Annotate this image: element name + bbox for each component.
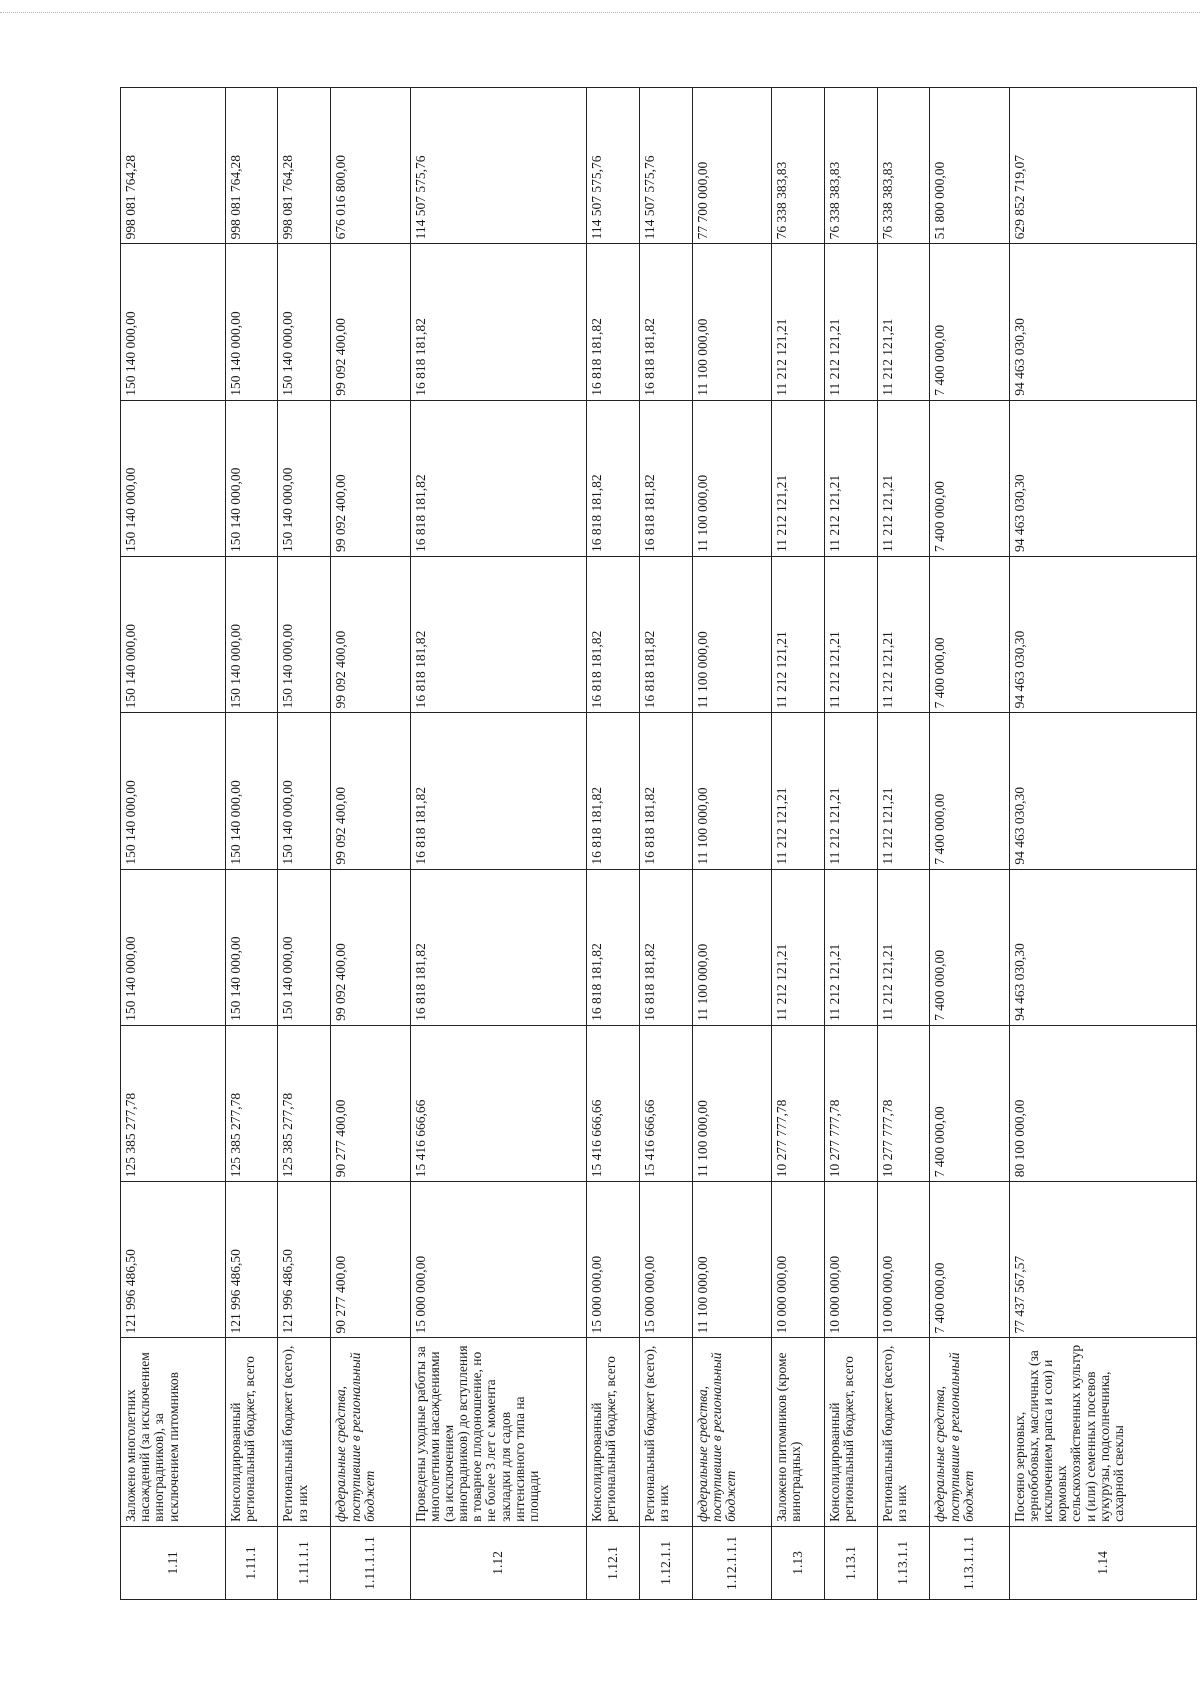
- row-value-cell: 150 140 000,00: [121, 244, 226, 400]
- row-value-cell: 150 140 000,00: [121, 713, 226, 869]
- row-value-cell: 11 100 000,00: [692, 869, 771, 1025]
- row-code-cell: 1.13.1: [824, 1526, 877, 1599]
- row-total-cell: 998 081 764,28: [278, 88, 331, 244]
- row-value-cell: 10 000 000,00: [824, 1182, 877, 1338]
- row-value-cell: 11 100 000,00: [692, 713, 771, 869]
- row-value-cell: 15 000 000,00: [586, 1182, 639, 1338]
- row-value-cell: 16 818 181,82: [410, 713, 586, 869]
- row-value-cell: 11 212 121,21: [771, 400, 824, 556]
- row-value-cell: 16 818 181,82: [410, 400, 586, 556]
- row-value-cell: 150 140 000,00: [225, 713, 278, 869]
- row-value-cell: 15 000 000,00: [410, 1182, 586, 1338]
- row-value-cell: 11 212 121,21: [824, 557, 877, 713]
- row-value-cell: 7 400 000,00: [930, 244, 1009, 400]
- row-name-cell: Консолидированный региональный бюджет, всего: [225, 1338, 278, 1526]
- budget-table-body: [121, 88, 1197, 1600]
- row-value-cell: 11 100 000,00: [692, 557, 771, 713]
- row-value-cell: 11 212 121,21: [877, 713, 930, 869]
- row-code-cell: 1.12.1.1.1: [692, 1526, 771, 1599]
- row-total-cell: 76 338 383,83: [771, 88, 824, 244]
- row-value-cell: 16 818 181,82: [639, 400, 692, 556]
- table-row: [278, 88, 331, 1600]
- row-value-cell: 121 996 486,50: [121, 1182, 226, 1338]
- row-total-cell: 114 507 575,76: [639, 88, 692, 244]
- row-code-cell: 1.12.1: [586, 1526, 639, 1599]
- row-value-cell: 94 463 030,30: [1009, 713, 1196, 869]
- row-value-cell: 10 277 777,78: [877, 1025, 930, 1181]
- row-value-cell: 94 463 030,30: [1009, 244, 1196, 400]
- row-name-cell: Консолидированный региональный бюджет, всего: [824, 1338, 877, 1526]
- row-code-cell: 1.11.1.1: [278, 1526, 331, 1599]
- row-total-cell: 76 338 383,83: [877, 88, 930, 244]
- row-value-cell: 16 818 181,82: [639, 557, 692, 713]
- row-value-cell: 15 416 666,66: [410, 1025, 586, 1181]
- row-code-cell: 1.11: [121, 1526, 226, 1599]
- row-value-cell: 11 212 121,21: [824, 869, 877, 1025]
- row-total-cell: 676 016 800,00: [331, 88, 410, 244]
- row-value-cell: 150 140 000,00: [121, 557, 226, 713]
- row-value-cell: 7 400 000,00: [930, 1025, 1009, 1181]
- row-value-cell: 11 212 121,21: [771, 557, 824, 713]
- row-value-cell: 94 463 030,30: [1009, 557, 1196, 713]
- row-value-cell: 99 092 400,00: [331, 557, 410, 713]
- row-total-cell: 629 852 719,07: [1009, 88, 1196, 244]
- row-value-cell: 15 000 000,00: [639, 1182, 692, 1338]
- row-value-cell: 11 100 000,00: [692, 1182, 771, 1338]
- table-row: [692, 88, 771, 1600]
- table-row: [771, 88, 824, 1600]
- row-code-cell: 1.13.1.1.1: [930, 1526, 1009, 1599]
- row-value-cell: 7 400 000,00: [930, 869, 1009, 1025]
- row-value-cell: 16 818 181,82: [410, 869, 586, 1025]
- row-total-cell: 51 800 000,00: [930, 88, 1009, 244]
- row-value-cell: 10 000 000,00: [877, 1182, 930, 1338]
- row-code-cell: 1.13: [771, 1526, 824, 1599]
- row-name-cell: федеральные средства, поступившие в региональный бюджет: [930, 1338, 1009, 1526]
- row-value-cell: 150 140 000,00: [278, 713, 331, 869]
- table-row: [225, 88, 278, 1600]
- row-code-cell: 1.11.1.1.1: [331, 1526, 410, 1599]
- row-value-cell: 11 100 000,00: [692, 400, 771, 556]
- row-value-cell: 99 092 400,00: [331, 400, 410, 556]
- row-code-cell: 1.13.1.1: [877, 1526, 930, 1599]
- row-value-cell: 150 140 000,00: [278, 557, 331, 713]
- row-value-cell: 10 277 777,78: [771, 1025, 824, 1181]
- row-value-cell: 7 400 000,00: [930, 557, 1009, 713]
- row-value-cell: 11 100 000,00: [692, 244, 771, 400]
- table-row: [930, 88, 1009, 1600]
- row-value-cell: 11 212 121,21: [824, 400, 877, 556]
- row-value-cell: 16 818 181,82: [639, 244, 692, 400]
- row-value-cell: 150 140 000,00: [278, 244, 331, 400]
- row-value-cell: 90 277 400,00: [331, 1182, 410, 1338]
- row-value-cell: 11 212 121,21: [771, 869, 824, 1025]
- row-value-cell: 121 996 486,50: [225, 1182, 278, 1338]
- row-name-cell: федеральные средства, поступившие в региональный бюджет: [331, 1338, 410, 1526]
- row-value-cell: 99 092 400,00: [331, 713, 410, 869]
- row-value-cell: 15 416 666,66: [639, 1025, 692, 1181]
- page-top-border: [0, 12, 1200, 13]
- row-value-cell: 10 277 777,78: [824, 1025, 877, 1181]
- row-value-cell: 7 400 000,00: [930, 400, 1009, 556]
- row-value-cell: 150 140 000,00: [225, 400, 278, 556]
- row-code-cell: 1.11.1: [225, 1526, 278, 1599]
- table-row: [410, 88, 586, 1600]
- row-value-cell: 16 818 181,82: [410, 244, 586, 400]
- row-total-cell: 77 700 000,00: [692, 88, 771, 244]
- row-value-cell: 11 212 121,21: [877, 557, 930, 713]
- table-row: [824, 88, 877, 1600]
- row-code-cell: 1.12.1.1: [639, 1526, 692, 1599]
- row-code-cell: 1.12: [410, 1526, 586, 1599]
- table-row: [121, 88, 226, 1600]
- row-value-cell: 94 463 030,30: [1009, 400, 1196, 556]
- table-row: [1009, 88, 1196, 1600]
- row-value-cell: 15 416 666,66: [586, 1025, 639, 1181]
- row-value-cell: 150 140 000,00: [225, 244, 278, 400]
- row-value-cell: 150 140 000,00: [225, 869, 278, 1025]
- row-total-cell: 76 338 383,83: [824, 88, 877, 244]
- row-value-cell: 11 212 121,21: [824, 244, 877, 400]
- row-code-cell: 1.14: [1009, 1526, 1196, 1599]
- row-value-cell: 150 140 000,00: [121, 400, 226, 556]
- row-value-cell: 11 212 121,21: [877, 244, 930, 400]
- row-value-cell: 94 463 030,30: [1009, 869, 1196, 1025]
- row-name-cell: Заложено многолетних насаждений (за исключением виноградников), за исключением питомников: [121, 1338, 226, 1526]
- row-total-cell: 998 081 764,28: [121, 88, 226, 244]
- row-value-cell: 77 437 567,57: [1009, 1182, 1196, 1338]
- row-value-cell: 11 212 121,21: [771, 713, 824, 869]
- row-value-cell: 90 277 400,00: [331, 1025, 410, 1181]
- row-name-cell: Консолидированный региональный бюджет, всего: [586, 1338, 639, 1526]
- row-value-cell: 16 818 181,82: [586, 713, 639, 869]
- row-value-cell: 11 212 121,21: [877, 869, 930, 1025]
- row-name-cell: Региональный бюджет (всего), из них: [877, 1338, 930, 1526]
- row-value-cell: 16 818 181,82: [586, 400, 639, 556]
- row-value-cell: 16 818 181,82: [410, 557, 586, 713]
- row-value-cell: 11 212 121,21: [877, 400, 930, 556]
- row-value-cell: 16 818 181,82: [586, 869, 639, 1025]
- row-total-cell: 114 507 575,76: [410, 88, 586, 244]
- row-value-cell: 16 818 181,82: [639, 713, 692, 869]
- row-name-cell: Региональный бюджет (всего), из них: [278, 1338, 331, 1526]
- rotated-table-wrapper: [120, 87, 1197, 1600]
- row-value-cell: 7 400 000,00: [930, 713, 1009, 869]
- row-value-cell: 125 385 277,78: [278, 1025, 331, 1181]
- row-value-cell: 7 400 000,00: [930, 1182, 1009, 1338]
- table-row: [877, 88, 930, 1600]
- row-value-cell: 150 140 000,00: [278, 869, 331, 1025]
- row-value-cell: 99 092 400,00: [331, 244, 410, 400]
- row-value-cell: 80 100 000,00: [1009, 1025, 1196, 1181]
- row-value-cell: 150 140 000,00: [225, 557, 278, 713]
- row-value-cell: 16 818 181,82: [639, 869, 692, 1025]
- table-row: [586, 88, 639, 1600]
- table-row: [639, 88, 692, 1600]
- row-value-cell: 11 212 121,21: [771, 244, 824, 400]
- row-total-cell: 114 507 575,76: [586, 88, 639, 244]
- row-value-cell: 125 385 277,78: [225, 1025, 278, 1181]
- row-total-cell: 998 081 764,28: [225, 88, 278, 244]
- row-value-cell: 16 818 181,82: [586, 557, 639, 713]
- table-row: [331, 88, 410, 1600]
- row-name-cell: Региональный бюджет (всего), из них: [639, 1338, 692, 1526]
- row-value-cell: 125 385 277,78: [121, 1025, 226, 1181]
- row-value-cell: 121 996 486,50: [278, 1182, 331, 1338]
- budget-table: [120, 87, 1197, 1600]
- row-name-cell: федеральные средства, поступившие в региональный бюджет: [692, 1338, 771, 1526]
- row-value-cell: 16 818 181,82: [586, 244, 639, 400]
- row-name-cell: Заложено питомников (кроме виноградных): [771, 1338, 824, 1526]
- row-value-cell: 10 000 000,00: [771, 1182, 824, 1338]
- row-value-cell: 150 140 000,00: [121, 869, 226, 1025]
- row-name-cell: Проведены уходные работы за многолетними насаждениями (за исключением виноградников) до вступления в товарное плодоношение, но не более 3 лет с момента закладки для садов интенсивного типа на площади: [410, 1338, 586, 1526]
- row-value-cell: 99 092 400,00: [331, 869, 410, 1025]
- row-value-cell: 150 140 000,00: [278, 400, 331, 556]
- row-name-cell: Посеяно зерновых, зернобобовых, масличных (за исключением рапса и сои) и кормовых сельскохозяйственных культур и (или) семенных посевов кукурузы, подсолнечника, сахарной свеклы: [1009, 1338, 1196, 1526]
- row-value-cell: 11 100 000,00: [692, 1025, 771, 1181]
- row-value-cell: 11 212 121,21: [824, 713, 877, 869]
